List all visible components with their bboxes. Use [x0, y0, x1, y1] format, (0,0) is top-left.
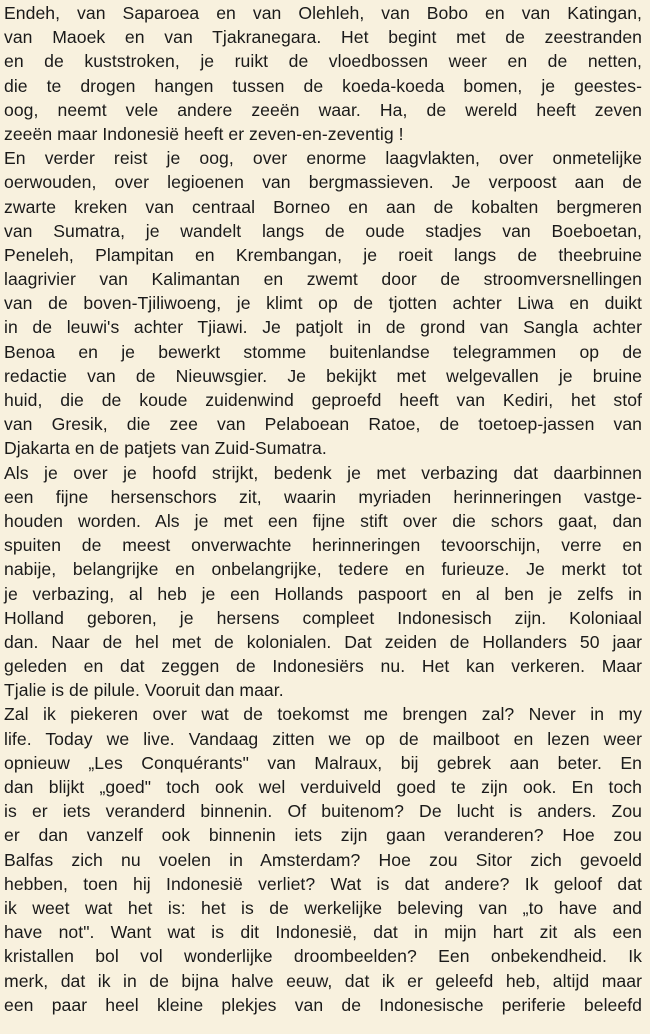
- paragraph-4: [4, 702, 642, 1016]
- text-line: En verder reist je oog, over enorme laagvlakten, over onmetelijke: [4, 148, 642, 169]
- text-line: have not". Want wat is dit Indonesië, dat in mijn hart zit als een: [4, 922, 642, 943]
- text-line: Endeh, van Saparoea en van Olehleh, van Bobo en van Katingan,: [4, 3, 642, 23]
- text-line: laagrivier van Kalimantan en zwemt door de stroomversnellingen: [4, 269, 642, 290]
- text-line: hebben, toen hij Indonesië verliet? Wat is dat andere? Ik geloof dat: [4, 873, 642, 894]
- text-line: Benoa en je bewerkt stomme buitenlandse telegrammen op de: [4, 341, 642, 362]
- text-line: zeeën maar Indonesië heeft er zeven-en-zeventig !: [4, 123, 404, 144]
- text-line: dan blijkt „goed" toch ook wel verduiveld goed te zijn ook. En toch: [4, 777, 642, 797]
- text-line: Peneleh, Plampitan en Krembangan, je roeit langs de theebruine: [4, 244, 642, 265]
- text-line: je verbazing, al heb je een Hollands paspoort en al ben je zelfs in: [4, 583, 642, 604]
- text-line: is er iets veranderd binnenin. Of buitenom? De lucht is anders. Zou: [4, 801, 642, 822]
- paragraph-3: [4, 461, 642, 703]
- text-line: opnieuw „Les Conquérants" van Malraux, bij gebrek aan beter. En: [4, 752, 642, 773]
- text-line: van Sumatra, je wandelt langs de oude stadjes van Boeboetan,: [4, 220, 642, 241]
- text-line: geleden en dat zeggen de Indonesiërs nu. Het kan verkeren. Maar: [4, 656, 642, 677]
- text-line: Zal ik piekeren over wat de toekomst me brengen zal? Never in my: [4, 704, 642, 725]
- text-line: spuiten de meest onverwachte herinneringen tevoorschijn, verre en: [4, 535, 642, 556]
- text-line: van Gresik, die zee van Pelaboean Ratoe, de toetoep-jassen van: [4, 414, 642, 435]
- text-line: huid, die de koude zuidenwind geproefd heeft van Kediri, het stof: [4, 390, 642, 410]
- text-line: Djakarta en de patjets van Zuid-Sumatra.: [4, 438, 327, 459]
- text-line: Balfas zich nu voelen in Amsterdam? Hoe zou Sitor zich gevoeld: [4, 849, 642, 870]
- paragraph-2: [4, 146, 642, 460]
- text-line: zwarte kreken van centraal Borneo en aan de kobalten bergmeren: [4, 196, 642, 217]
- text-line: Tjalie is de pilule. Vooruit dan maar.: [4, 680, 284, 701]
- text-line: kristallen bol vol wonderlijke droombeelden? Een onbekendheid. Ik: [4, 946, 642, 967]
- text-line: Als je over je hoofd strijkt, bedenk je met verbazing dat daarbinnen: [4, 462, 642, 483]
- text-line: en de kuststroken, je ruikt de vloedbossen weer en de netten,: [4, 51, 642, 72]
- page-text: [4, 1, 642, 1017]
- text-line: dan. Naar de hel met de kolonialen. Dat zeiden de Hollanders 50 jaar: [4, 631, 642, 652]
- text-line: houden worden. Als je met een fijne stift over die schors gaat, dan: [4, 510, 642, 531]
- text-line: nabije, belangrijke en onbelangrijke, tedere en furieuze. Je merkt tot: [4, 559, 642, 580]
- text-line: van Maoek en van Tjakranegara. Het begint met de zeestranden: [4, 27, 642, 48]
- text-line: ik weet wat het is: het is de werkelijke beleving van „to have and: [4, 897, 642, 918]
- text-line: redactie van de Nieuwsgier. Je bekijkt met welgevallen je bruine: [4, 365, 642, 386]
- text-line: er dan vanzelf ook binnenin iets zijn gaan veranderen? Hoe zou: [4, 825, 642, 846]
- text-line: Holland geboren, je hersens compleet Indonesisch zijn. Koloniaal: [4, 607, 642, 628]
- text-line: een paar heel kleine plekjes van de Indonesische periferie beleefd: [4, 994, 642, 1015]
- text-line: oog, neemt vele andere zeeën waar. Ha, de wereld heeft zeven: [4, 99, 642, 120]
- text-line: in de leuwi's achter Tjiawi. Je patjolt in de grond van Sangla achter: [4, 317, 642, 338]
- paragraph-1: [4, 1, 642, 146]
- text-line: merk, dat ik in de bijna halve eeuw, dat ik er geleefd heb, altijd maar: [4, 970, 642, 991]
- text-line: van de boven-Tjiliwoeng, je klimt op de tjotten achter Liwa en duikt: [4, 293, 642, 314]
- text-line: die te drogen hangen tussen de koeda-koeda bomen, je geestes-: [4, 75, 642, 96]
- text-line: life. Today we live. Vandaag zitten we op de mailboot en lezen weer: [4, 728, 642, 749]
- text-line: een fijne hersenschors zit, waarin myriaden herinneringen vastge-: [4, 486, 642, 507]
- text-line: oerwouden, over legioenen van bergmassieven. Je verpoost aan de: [4, 172, 642, 193]
